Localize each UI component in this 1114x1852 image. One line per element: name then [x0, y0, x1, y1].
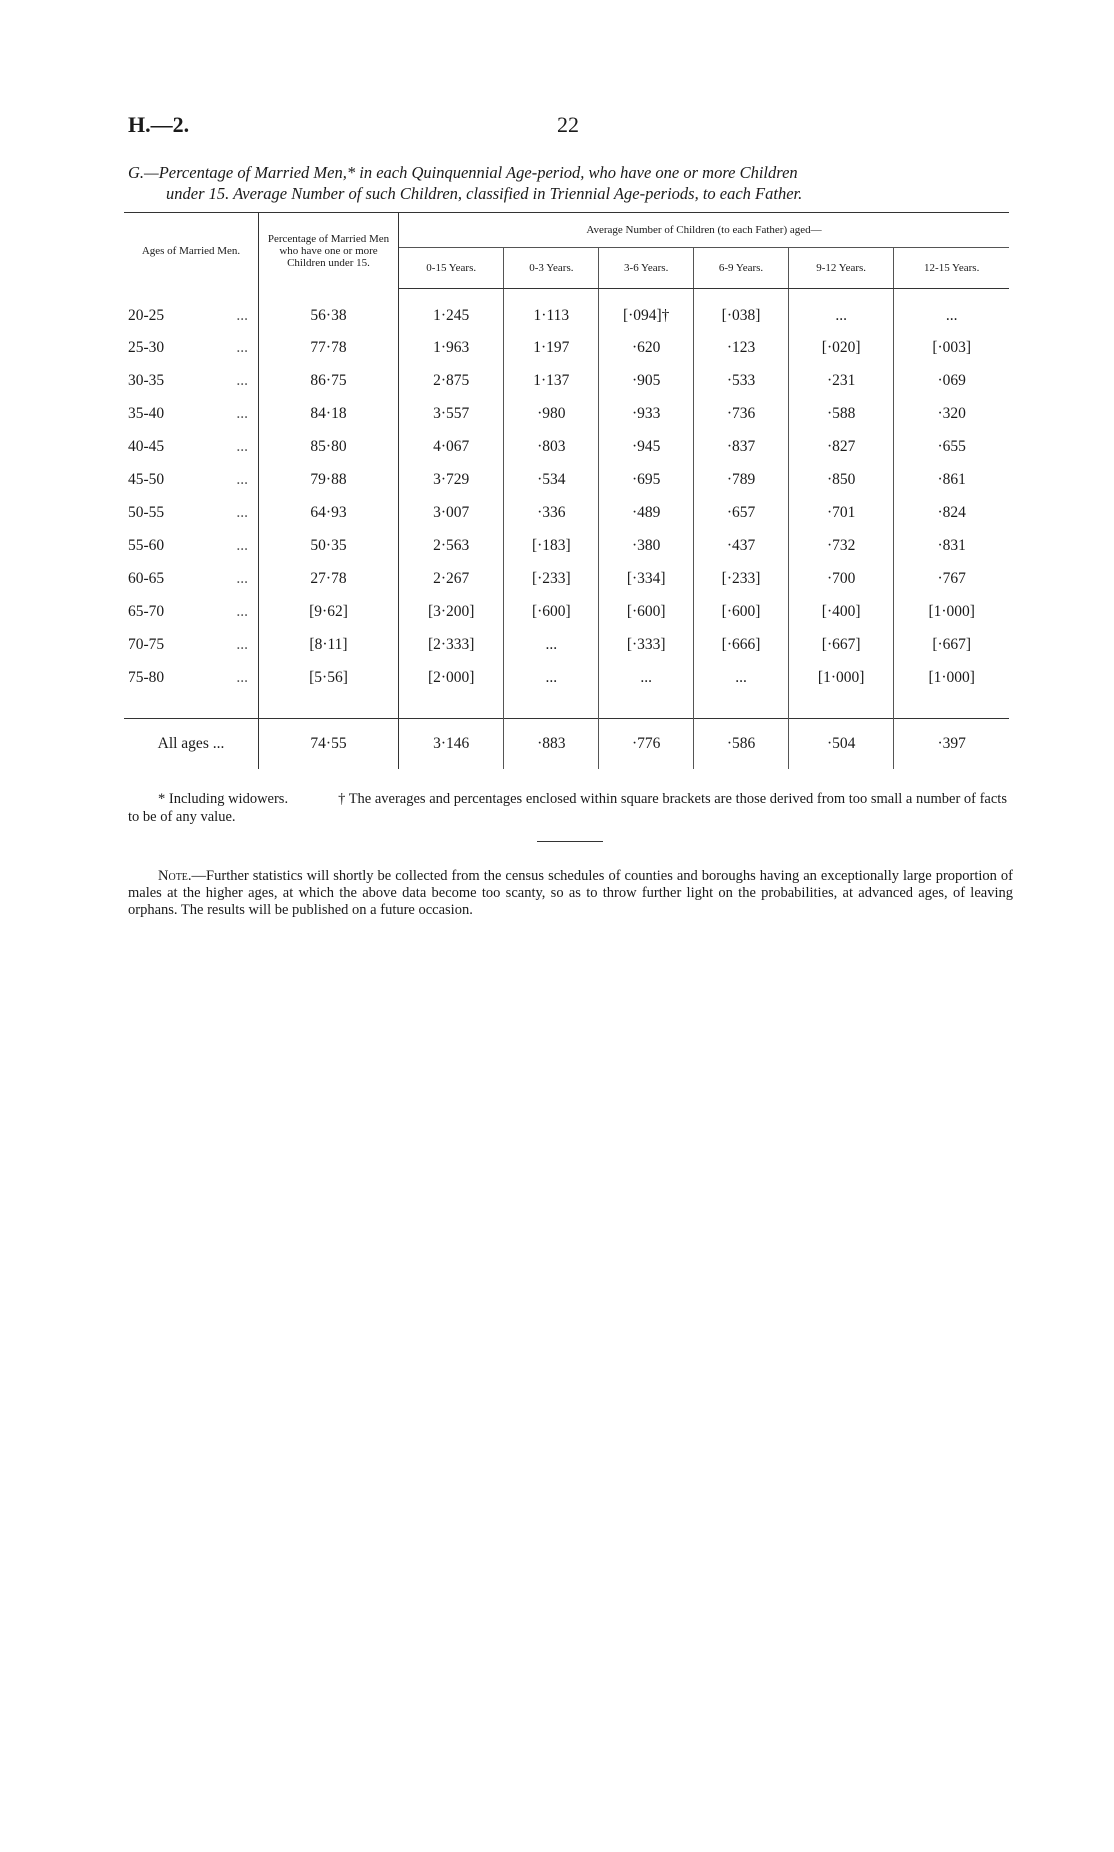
spacer-cell [259, 694, 399, 719]
value-cell: ·824 [937, 503, 966, 521]
value-cell: [·038] [694, 289, 789, 332]
age-label: 30-35 [128, 371, 165, 389]
percentage-cell: [8·11] [259, 628, 399, 661]
value-cell: 2·267 [399, 562, 504, 595]
age-cell [124, 289, 259, 332]
header-col-12-15: 12-15 Years. [894, 248, 1009, 289]
page-header [128, 112, 1008, 142]
value-cell: [·400] [788, 595, 893, 628]
value-cell: ·837 [694, 430, 789, 463]
header-col-6-9: 6-9 Years. [694, 248, 789, 289]
value-cell: [·334] [599, 562, 694, 595]
table-body [124, 289, 1009, 770]
value-cell: ·231 [788, 364, 893, 397]
value-cell: ·789 [694, 463, 789, 496]
value-cell: 2·875 [399, 364, 504, 397]
table-row [124, 529, 1009, 562]
value-cell: ·533 [694, 364, 789, 397]
header-percentage: Percentage of Married Men who have one or more Children under 15. [259, 213, 399, 289]
page-number: 22 [557, 112, 579, 137]
percentage-cell: 56·38 [259, 289, 399, 332]
value-cell: ·980 [504, 397, 599, 430]
value-cell: ... [694, 661, 789, 694]
value-cell: ·588 [788, 397, 893, 430]
age-cell [124, 628, 259, 661]
age-cell [124, 562, 259, 595]
value-cell: [1·000] [928, 602, 975, 620]
value-cell: [·600] [599, 595, 694, 628]
age-cell [124, 496, 259, 529]
value-cell: ·767 [937, 569, 966, 587]
spacer-cell [788, 694, 893, 719]
value-cell: ·701 [788, 496, 893, 529]
table-row [124, 628, 1009, 661]
age-label: 20-25 [128, 306, 165, 324]
value-cell: [·233] [694, 562, 789, 595]
percentage-cell: 85·80 [259, 430, 399, 463]
value-cell: ·945 [599, 430, 694, 463]
percentage-cell: 27·78 [259, 562, 399, 595]
age-cell [124, 430, 259, 463]
percentage-cell: [9·62] [259, 595, 399, 628]
value-cell: ·320 [937, 404, 966, 422]
value-cell: ·655 [937, 437, 966, 455]
value-cell: 4·067 [399, 430, 504, 463]
value-cell: ·397 [894, 719, 1009, 770]
spacer-cell [894, 694, 1009, 719]
value-cell: ·905 [599, 364, 694, 397]
value-cell: [2·000] [399, 661, 504, 694]
age-label: 35-40 [128, 404, 165, 422]
age-label: 50-55 [128, 503, 165, 521]
age-cell [124, 463, 259, 496]
table-row [124, 595, 1009, 628]
value-cell: [·600] [504, 595, 599, 628]
value-cell: ·861 [937, 470, 966, 488]
leader-dots: ... [236, 668, 248, 686]
value-cell: ·850 [788, 463, 893, 496]
table-row [124, 430, 1009, 463]
value-cell: [2·333] [399, 628, 504, 661]
leader-dots: ... [236, 437, 248, 455]
table-row [124, 661, 1009, 694]
header-col-0-15: 0-15 Years. [399, 248, 504, 289]
leader-dots: ... [236, 635, 248, 653]
value-cell: ·437 [694, 529, 789, 562]
note-paragraph [128, 868, 1013, 919]
value-cell: [1·000] [928, 668, 975, 686]
header-average-group: Average Number of Children (to each Father) aged— [399, 213, 1010, 248]
value-cell: ·489 [599, 496, 694, 529]
percentage-cell: 74·55 [259, 719, 399, 770]
age-label: 55-60 [128, 536, 165, 554]
value-cell: ·803 [504, 430, 599, 463]
leader-dots: ... [236, 306, 248, 324]
value-cell: [·183] [504, 529, 599, 562]
value-cell: [·666] [694, 628, 789, 661]
value-cell: ... [504, 661, 599, 694]
value-cell: ·534 [504, 463, 599, 496]
value-cell: ·657 [694, 496, 789, 529]
table-row [124, 331, 1009, 364]
value-cell: [·233] [504, 562, 599, 595]
divider-rule [537, 841, 603, 842]
value-cell: [·667] [788, 628, 893, 661]
value-cell: ·776 [599, 719, 694, 770]
percentage-cell: [5·56] [259, 661, 399, 694]
value-cell: ·700 [788, 562, 893, 595]
series-label: H.—2. [128, 112, 190, 137]
value-cell: ·336 [504, 496, 599, 529]
spacer-cell [694, 694, 789, 719]
age-label: 45-50 [128, 470, 165, 488]
percentage-cell: 77·78 [259, 331, 399, 364]
age-label: 65-70 [128, 602, 165, 620]
value-cell: 1·963 [399, 331, 504, 364]
value-cell: ·831 [937, 536, 966, 554]
age-cell [124, 529, 259, 562]
footnote-dagger: † The averages and percentages enclosed within square brackets are those derived from too small a number of facts to be of any value. [128, 791, 1007, 825]
table-row [124, 364, 1009, 397]
value-cell: [3·200] [399, 595, 504, 628]
value-cell: ·827 [788, 430, 893, 463]
percentage-cell: 64·93 [259, 496, 399, 529]
value-cell: ... [945, 307, 958, 324]
age-label: 40-45 [128, 437, 165, 455]
spacer-cell [599, 694, 694, 719]
value-cell: [·020] [788, 331, 893, 364]
value-cell: ·933 [599, 397, 694, 430]
value-cell: 3·729 [399, 463, 504, 496]
age-cell [124, 331, 259, 364]
title-line-2: under 15. Average Number of such Children, classified in Triennial Age-periods, to each Father. [166, 184, 803, 203]
spacer-row [124, 694, 1009, 719]
footnote [128, 790, 1013, 826]
age-label: 60-65 [128, 569, 165, 587]
value-cell: ·620 [599, 331, 694, 364]
note-label: Note. [158, 868, 192, 884]
value-cell: 3·007 [399, 496, 504, 529]
value-cell: [·094]† [599, 289, 694, 332]
age-cell [124, 397, 259, 430]
value-cell: 3·557 [399, 397, 504, 430]
value-cell: 1·113 [504, 289, 599, 332]
value-cell: ... [599, 661, 694, 694]
value-cell: 2·563 [399, 529, 504, 562]
leader-dots: ... [236, 371, 248, 389]
note-text: —Further statistics will shortly be collected from the census schedules of counties and boroughs having an exceptionally large proportion of males at the higher ages, at which the above data become too scanty, so as to throw further light on the probabilities, at advanced ages, of leaving orphans. The results will be published on a future occasion. [128, 868, 1013, 918]
table-title [128, 162, 1018, 204]
percentage-cell: 86·75 [259, 364, 399, 397]
value-cell: 1·137 [504, 364, 599, 397]
footnote-star: * Including widowers. [158, 791, 289, 807]
header-col-3-6: 3-6 Years. [599, 248, 694, 289]
table-row [124, 496, 1009, 529]
age-label: 70-75 [128, 635, 165, 653]
value-cell: ·123 [694, 331, 789, 364]
table-row [124, 463, 1009, 496]
spacer-cell [399, 694, 504, 719]
value-cell: [·667] [932, 635, 972, 653]
age-cell [124, 661, 259, 694]
value-cell: ... [504, 628, 599, 661]
table-row [124, 289, 1009, 332]
all-ages-row [124, 719, 1009, 770]
age-cell [124, 595, 259, 628]
leader-dots: ... [236, 338, 248, 356]
leader-dots: ... [236, 470, 248, 488]
value-cell: 3·146 [399, 719, 504, 770]
percentage-cell: 79·88 [259, 463, 399, 496]
spacer-cell [124, 694, 259, 719]
percentage-cell: 84·18 [259, 397, 399, 430]
age-label: 25-30 [128, 338, 165, 356]
value-cell: ... [788, 289, 893, 332]
percentage-cell: 50·35 [259, 529, 399, 562]
table-row [124, 562, 1009, 595]
value-cell: ·380 [599, 529, 694, 562]
title-line-1: G.—Percentage of Married Men,* in each Quinquennial Age-period, who have one or more Children [128, 163, 798, 182]
value-cell: ·504 [788, 719, 893, 770]
value-cell: [1·000] [788, 661, 893, 694]
value-cell: [·333] [599, 628, 694, 661]
value-cell: ·732 [788, 529, 893, 562]
header-col-9-12: 9-12 Years. [788, 248, 893, 289]
table-row [124, 397, 1009, 430]
leader-dots: ... [236, 404, 248, 422]
leader-dots: ... [236, 503, 248, 521]
leader-dots: ... [236, 536, 248, 554]
value-cell: ·883 [504, 719, 599, 770]
age-cell [124, 364, 259, 397]
header-col-0-3: 0-3 Years. [504, 248, 599, 289]
value-cell: [·003] [932, 338, 972, 356]
value-cell: ·586 [694, 719, 789, 770]
all-ages-label: All ages ... [124, 719, 259, 770]
value-cell: 1·245 [399, 289, 504, 332]
value-cell: ·736 [694, 397, 789, 430]
value-cell: 1·197 [504, 331, 599, 364]
value-cell: ·069 [937, 371, 966, 389]
statistics-table [124, 212, 1009, 769]
value-cell: ·695 [599, 463, 694, 496]
spacer-cell [504, 694, 599, 719]
age-label: 75-80 [128, 668, 165, 686]
header-ages: Ages of Married Men. [124, 213, 259, 289]
leader-dots: ... [236, 569, 248, 587]
leader-dots: ... [236, 602, 248, 620]
value-cell: [·600] [694, 595, 789, 628]
